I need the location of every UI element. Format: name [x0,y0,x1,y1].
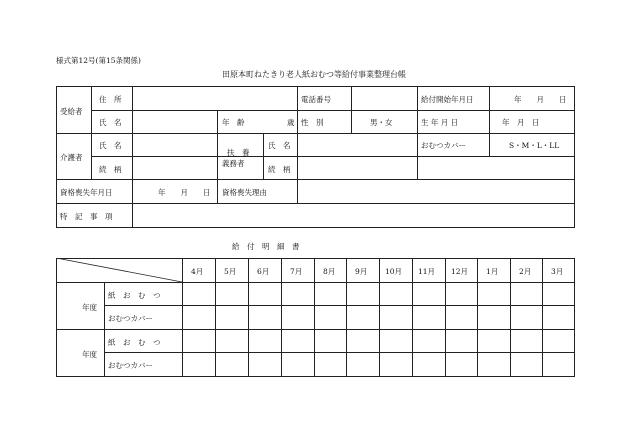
gender-label: 性 別 [301,118,324,127]
loss-reason-label: 資格喪失理由 [222,188,267,197]
loss-date-label: 資格喪失年月日 [60,188,113,197]
item-diaper: 紙 お む つ [108,338,161,347]
caregiver-name-label: 氏 名 [99,141,122,150]
age-label: 年 齢 [222,118,245,127]
start-date-format: 年 月 日 [514,95,567,104]
start-date-label: 給付開始年月日 [421,95,474,104]
month-header: 1月 [486,267,499,276]
item-cover: おむつカバー [108,361,153,370]
recipient-label: 受給者 [60,107,83,116]
month-header: 12月 [451,267,469,276]
month-header: 10月 [385,267,403,276]
diagonal-header-line [56,258,183,283]
month-header: 11月 [418,267,436,276]
remarks-label: 特 記 事 項 [60,212,113,221]
payment-heading: 給 付 明 細 書 [232,242,300,251]
diaper-cover-label: おむつカバー [421,141,466,150]
birth-label: 生 年 月 日 [421,118,459,127]
item-diaper: 紙 お む つ [108,291,161,300]
month-header: 2月 [519,267,532,276]
month-header: 7月 [290,267,303,276]
month-header: 8月 [323,267,336,276]
dependent-name-label: 氏 名 [268,141,291,150]
dependent-label-2: 義務者 [222,159,245,168]
month-header: 9月 [355,267,368,276]
age-unit: 歳 [287,118,295,127]
loss-date-format: 年 月 日 [158,188,211,197]
item-cover: おむつカバー [108,314,153,323]
birth-format: 年 月 日 [502,118,540,127]
caregiver-label: 介護者 [60,153,83,162]
form-number: 様式第12号(第15条関係) [56,56,141,65]
month-header: 3月 [551,267,564,276]
fiscal-year-label: 年度 [82,303,97,312]
gender-value: 男・女 [370,118,393,127]
fiscal-year-label: 年度 [82,350,97,359]
page-title: 田原本町ねたきり老人紙おむつ等給付事業整理台帳 [222,70,406,79]
month-header: 5月 [224,267,237,276]
month-header: 4月 [191,267,204,276]
dependent-label-1: 扶 養 [227,148,250,157]
phone-label: 電話番号 [301,95,331,104]
relation-label: 続 柄 [99,165,122,174]
month-header: 6月 [257,267,270,276]
name-label: 氏 名 [99,118,122,127]
diaper-cover-sizes: S・M・L・LL [509,141,560,150]
address-label: 住 所 [99,95,122,104]
dependent-relation-label: 続 柄 [268,165,291,174]
